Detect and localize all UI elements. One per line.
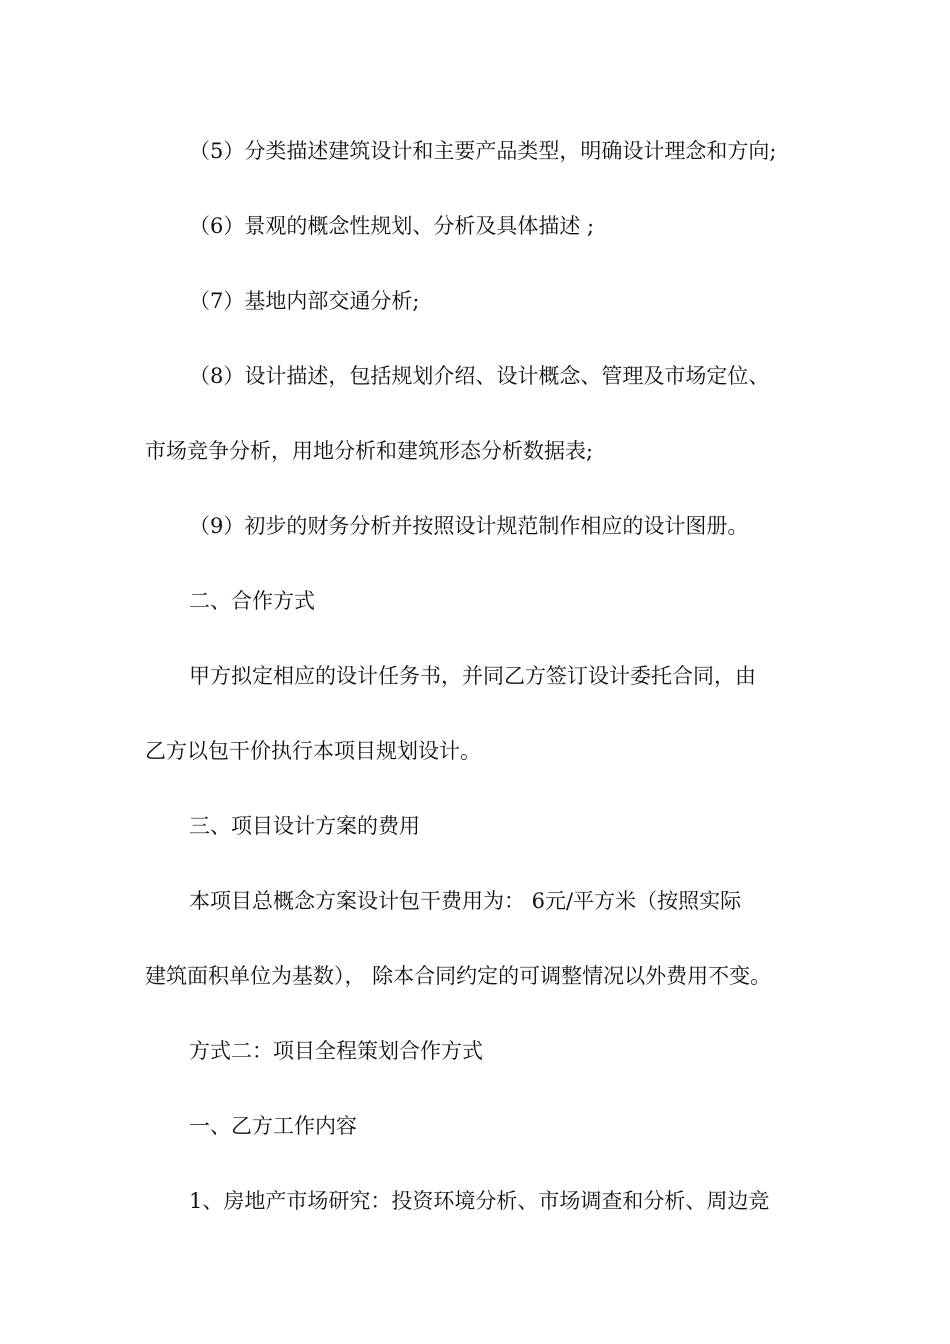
text-line: （5）分类描述建筑设计和主要产品类型，明确设计理念和方向; [189, 139, 777, 163]
text-line: 1、房地产市场研究：投资环境分析、市场调查和分析、周边竞 [189, 1189, 770, 1213]
section-heading: 一、乙方工作内容 [189, 1114, 357, 1138]
text-line: 甲方拟定相应的设计任务书，并同乙方签订设计委托合同，由 [189, 664, 756, 688]
text-line: 市场竞争分析，用地分析和建筑形态分析数据表; [145, 439, 594, 463]
text-line: （6）景观的概念性规划、分析及具体描述 ; [189, 214, 595, 238]
text-line: 建筑面积单位为基数）， 除本合同约定的可调整情况以外费用不变。 [145, 964, 772, 988]
text-line: （9）初步的财务分析并按照设计规范制作相应的设计图册。 [189, 514, 749, 538]
text-line: （8）设计描述，包括规划介绍、设计概念、管理及市场定位、 [189, 364, 770, 388]
section-heading: 三、项目设计方案的费用 [189, 814, 420, 838]
text-line: 本项目总概念方案设计包干费用为： 6元/平方米（按照实际 [189, 889, 742, 913]
section-heading: 二、合作方式 [189, 589, 315, 613]
section-heading: 方式二：项目全程策划合作方式 [189, 1039, 483, 1063]
text-line: （7）基地内部交通分析; [189, 289, 420, 313]
text-line: 乙方以包干价执行本项目规划设计。 [145, 739, 481, 763]
